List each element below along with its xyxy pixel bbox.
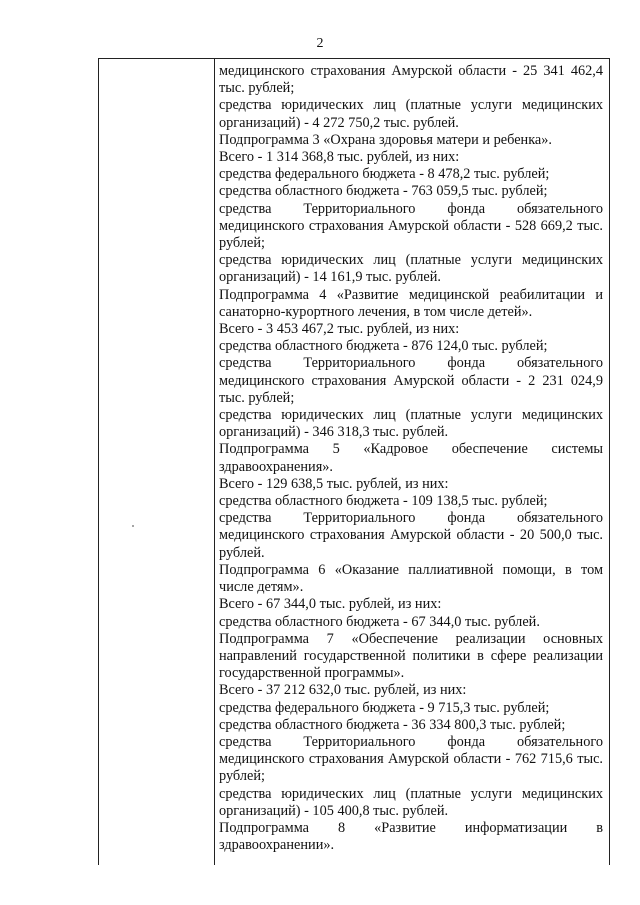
- subprogram-heading: Подпрограмма 4 «Развитие медицинской реабилитации и санаторно-курортного лечения, в том числе детей».: [219, 286, 603, 320]
- subprogram-heading: Подпрограмма 7 «Обеспечение реализации основных направлений государственной политики в сфере реализации государственной программы».: [219, 630, 603, 682]
- column-divider: [214, 59, 215, 865]
- text-paragraph: средства Территориального фонда обязательного медицинского страхования Амурской области - 20 500,0 тыс. рублей.: [219, 510, 603, 561]
- subprogram-heading: Подпрограмма 5 «Кадровое обеспечение системы здравоохранения».: [219, 441, 603, 475]
- text-paragraph: средства федерального бюджета - 8 478,2 тыс. рублей;: [219, 166, 550, 183]
- text-paragraph: средства юридических лиц (платные услуги медицинских организаций) - 105 400,8 тыс. рублей.: [219, 785, 603, 819]
- text-paragraph: средства юридических лиц (платные услуги медицинских организаций) - 346 318,3 тыс. рублей.: [219, 407, 603, 441]
- total-line: Всего - 67 344,0 тыс. рублей, из них:: [219, 596, 442, 613]
- text-paragraph: средства федерального бюджета - 9 715,3 тыс. рублей;: [219, 699, 550, 716]
- subprogram-heading: Подпрограмма 3 «Охрана здоровья матери и ребенка».: [219, 131, 552, 148]
- subprogram-heading: Подпрограмма 8 «Развитие информатизации в здравоохранении».: [219, 819, 603, 854]
- text-paragraph: средства областного бюджета - 36 334 800,3 тыс. рублей;: [219, 716, 566, 733]
- scan-speck: [132, 525, 134, 527]
- text-paragraph: средства областного бюджета - 109 138,5 тыс. рублей;: [219, 493, 548, 510]
- text-paragraph: средства юридических лиц (платные услуги медицинских организаций) - 14 161,9 тыс. рублей.: [219, 252, 603, 286]
- text-paragraph: средства Территориального фонда обязательного медицинского страхования Амурской области - 762 715,6 тыс. рублей;: [219, 733, 603, 785]
- text-paragraph: средства Территориального фонда обязательного медицинского страхования Амурской области - 528 669,2 тыс. рублей;: [219, 200, 603, 252]
- subprogram-heading: Подпрограмма 6 «Оказание паллиативной помощи, в том числе детям».: [219, 561, 603, 596]
- text-paragraph: средства областного бюджета - 763 059,5 тыс. рублей;: [219, 183, 548, 200]
- table-frame: [98, 58, 610, 865]
- text-paragraph: медицинского страхования Амурской области - 25 341 462,4 тыс. рублей;: [219, 63, 603, 97]
- text-paragraph: средства юридических лиц (платные услуги медицинских организаций) - 4 272 750,2 тыс. рублей.: [219, 97, 603, 131]
- total-line: Всего - 1 314 368,8 тыс. рублей, из них:: [219, 149, 460, 166]
- page-number: 2: [316, 36, 324, 51]
- text-paragraph: средства Территориального фонда обязательного медицинского страхования Амурской области - 2 231 024,9 тыс. рублей;: [219, 355, 603, 406]
- funding-text-cell: [219, 63, 603, 854]
- total-line: Всего - 37 212 632,0 тыс. рублей, из них:: [219, 682, 467, 699]
- text-paragraph: средства областного бюджета - 876 124,0 тыс. рублей;: [219, 338, 548, 355]
- total-line: Всего - 3 453 467,2 тыс. рублей, из них:: [219, 321, 460, 338]
- text-paragraph: средства областного бюджета - 67 344,0 тыс. рублей.: [219, 613, 540, 630]
- total-line: Всего - 129 638,5 тыс. рублей, из них:: [219, 475, 449, 492]
